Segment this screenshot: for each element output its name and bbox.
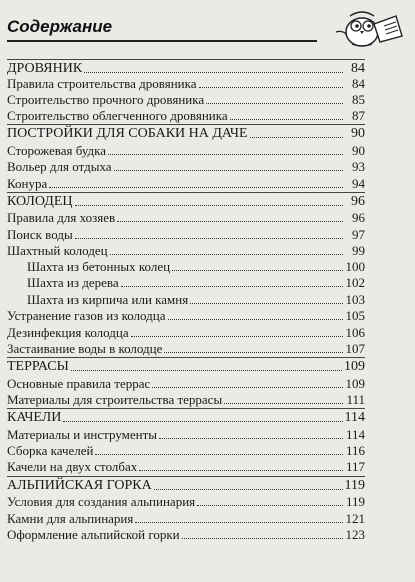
header-rule bbox=[7, 40, 317, 42]
toc-page-number: 84 bbox=[351, 61, 365, 76]
dot-leader bbox=[95, 453, 343, 455]
toc-page-number: 114 bbox=[345, 427, 365, 442]
toc-entry-row bbox=[7, 324, 365, 340]
toc-entry-title: Дезинфекция колодца bbox=[7, 325, 129, 340]
toc-entry-row bbox=[7, 258, 365, 274]
dot-leader bbox=[75, 237, 343, 239]
toc-section-row bbox=[7, 477, 365, 493]
toc-entry-title: Правила для хозяев bbox=[7, 210, 116, 225]
dot-leader bbox=[224, 402, 343, 404]
toc-entry-row bbox=[7, 291, 365, 307]
toc-entry-row bbox=[7, 426, 365, 442]
toc-entry-title: Застаивание воды в колодце bbox=[7, 341, 163, 356]
dot-leader bbox=[108, 153, 343, 155]
toc-entry-title: Шахта из дерева bbox=[27, 275, 119, 290]
toc-page-number: 103 bbox=[345, 292, 365, 307]
toc-section-row bbox=[7, 358, 365, 374]
toc-entry-title: Качели на двух столбах bbox=[7, 459, 138, 474]
toc-page-number: 96 bbox=[352, 210, 365, 225]
toc-entry-title: Материалы для строительства террасы bbox=[7, 392, 223, 407]
toc-page-number: 107 bbox=[345, 341, 365, 356]
toc-page-number: 117 bbox=[345, 459, 365, 474]
toc-entry-title: Материалы и инструменты bbox=[7, 427, 158, 442]
dot-leader bbox=[110, 253, 343, 255]
toc-entry-title: ПОСТРОЙКИ ДЛЯ СОБАКИ НА ДАЧЕ bbox=[7, 126, 248, 141]
toc-page-number: 85 bbox=[352, 92, 365, 107]
toc-entry-row bbox=[7, 107, 365, 123]
toc-page-number: 99 bbox=[352, 243, 365, 258]
toc-page-number: 111 bbox=[346, 392, 365, 407]
toc-entry-row bbox=[7, 442, 365, 458]
toc-entry-row bbox=[7, 274, 365, 290]
toc-entry-title: Сторожевая будка bbox=[7, 143, 107, 158]
toc-entry-title: ДРОВЯНИК bbox=[7, 61, 83, 76]
toc-entry-row bbox=[7, 91, 365, 107]
dot-leader bbox=[121, 285, 343, 287]
toc-page-number: 93 bbox=[352, 159, 365, 174]
toc-page-number: 109 bbox=[344, 359, 365, 374]
dot-leader bbox=[139, 469, 343, 471]
toc-entry-title: Конура bbox=[7, 176, 48, 191]
toc-entry-title: Шахтный колодец bbox=[7, 243, 108, 258]
toc-entry-row bbox=[7, 458, 365, 474]
dot-leader bbox=[199, 86, 344, 88]
toc-entry-title: КОЛОДЕЦ bbox=[7, 194, 73, 209]
toc-page-number: 121 bbox=[345, 511, 365, 526]
toc-page-number: 97 bbox=[352, 227, 365, 242]
reading-owl-illustration bbox=[322, 2, 410, 50]
toc-entry-row bbox=[7, 307, 365, 323]
toc-entry-row bbox=[7, 493, 365, 509]
toc-entry-row bbox=[7, 158, 365, 174]
toc-page-number: 100 bbox=[345, 259, 365, 274]
toc-entry-row bbox=[7, 242, 365, 258]
dot-leader bbox=[117, 220, 343, 222]
dot-leader bbox=[197, 504, 343, 506]
dot-leader bbox=[168, 318, 343, 320]
toc-entry-row bbox=[7, 391, 365, 407]
toc-page-number: 119 bbox=[344, 478, 365, 493]
toc-page-number: 84 bbox=[352, 76, 365, 91]
toc-entry-title: Строительство облегченного дровяника bbox=[7, 108, 228, 123]
toc-entry-title: Шахта из кирпича или камня bbox=[27, 292, 189, 307]
dot-leader bbox=[152, 386, 343, 388]
dot-leader bbox=[172, 269, 343, 271]
toc-page-number: 114 bbox=[344, 410, 365, 425]
toc-entry-row bbox=[7, 340, 365, 356]
dot-leader bbox=[154, 488, 343, 490]
toc-page-number: 90 bbox=[351, 126, 365, 141]
dot-leader bbox=[75, 204, 343, 206]
toc-entry-title: Оформление альпийской горки bbox=[7, 527, 180, 542]
toc-entry-row bbox=[7, 142, 365, 158]
toc-page-number: 87 bbox=[352, 108, 365, 123]
toc-entry-row bbox=[7, 75, 365, 91]
toc-entry-title: Строительство прочного дровяника bbox=[7, 92, 205, 107]
toc-page-number: 90 bbox=[352, 143, 365, 158]
toc-section-row bbox=[7, 125, 365, 141]
dot-leader bbox=[159, 437, 343, 439]
dot-leader bbox=[114, 169, 343, 171]
toc-page-number: 109 bbox=[345, 376, 365, 391]
toc-entry-row bbox=[7, 510, 365, 526]
toc-section-row bbox=[7, 193, 365, 209]
toc-entry-title: АЛЬПИЙСКАЯ ГОРКА bbox=[7, 478, 152, 493]
toc-entry-title: Правила строительства дровяника bbox=[7, 76, 197, 91]
dot-leader bbox=[182, 537, 343, 539]
toc-page-number: 105 bbox=[345, 308, 365, 323]
dot-leader bbox=[230, 118, 343, 120]
toc-entry-title: Устранение газов из колодца bbox=[7, 308, 166, 323]
toc-entry-title: КАЧЕЛИ bbox=[7, 410, 62, 425]
toc-entry-title: ТЕРРАСЫ bbox=[7, 359, 69, 374]
toc-page-number: 119 bbox=[345, 494, 365, 509]
dot-leader bbox=[131, 335, 343, 337]
toc-entry-title: Условия для создания альпинария bbox=[7, 494, 196, 509]
toc-section-row bbox=[7, 409, 365, 425]
toc-page-number: 123 bbox=[345, 527, 365, 542]
toc-entry-title: Шахта из бетонных колец bbox=[27, 259, 171, 274]
toc-page-number: 94 bbox=[352, 176, 365, 191]
dot-leader bbox=[206, 102, 343, 104]
toc-entry-title: Вольер для отдыха bbox=[7, 159, 112, 174]
toc-entry-title: Камни для альпинария bbox=[7, 511, 134, 526]
page-title: Содержание bbox=[7, 17, 113, 36]
toc-page-number: 116 bbox=[345, 443, 365, 458]
toc-entry-title: Сборка качелей bbox=[7, 443, 94, 458]
dot-leader bbox=[63, 420, 342, 422]
toc-entry-row bbox=[7, 175, 365, 191]
toc-page-number: 102 bbox=[345, 275, 365, 290]
toc-entry-row bbox=[7, 209, 365, 225]
dot-leader bbox=[190, 302, 343, 304]
dot-leader bbox=[250, 136, 343, 138]
toc-page-number: 96 bbox=[351, 194, 365, 209]
toc-section-row bbox=[7, 60, 365, 76]
page-header bbox=[0, 0, 415, 44]
dot-leader bbox=[135, 521, 343, 523]
dot-leader bbox=[164, 351, 343, 353]
dot-leader bbox=[71, 369, 342, 371]
toc-entry-row bbox=[7, 526, 365, 542]
toc-entry-title: Основные правила террас bbox=[7, 376, 151, 391]
toc-page-number: 106 bbox=[345, 325, 365, 340]
toc-entry-row bbox=[7, 375, 365, 391]
dot-leader bbox=[49, 186, 343, 188]
toc-entry-title: Поиск воды bbox=[7, 227, 73, 242]
toc-entry-row bbox=[7, 226, 365, 242]
dot-leader bbox=[84, 71, 343, 73]
